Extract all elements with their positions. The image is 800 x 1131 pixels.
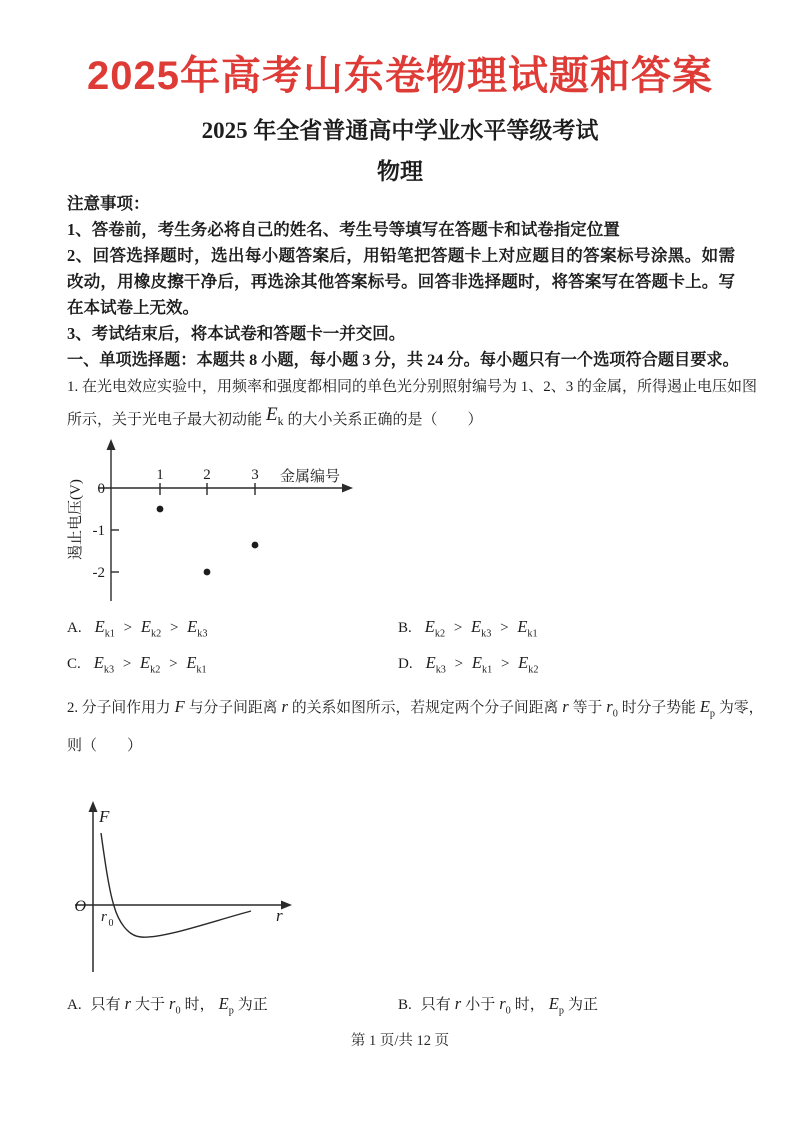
math-term: $E_{k1}$ [517, 617, 538, 640]
math-term: $E_{k1}$ [94, 617, 115, 640]
q2-text-seg: 的关系如图所示，若规定两个分子间距离 [291, 700, 559, 716]
data-point-metal-1 [157, 506, 164, 513]
greater-than: > [165, 656, 182, 672]
distance-symbol: r [454, 994, 462, 1013]
x-axis-arrow [342, 484, 353, 493]
q1-figure-stop-voltage-chart [58, 438, 358, 606]
q2-figure-force-distance-curve [55, 800, 315, 980]
ep-symbol: $E_p$ [548, 994, 564, 1017]
x-axis-arrow [281, 901, 292, 910]
math-term: $E_{k2}$ [140, 617, 162, 640]
option-text: 小于 [465, 997, 496, 1013]
option-text: 为正 [567, 997, 598, 1013]
option-text: 大于 [135, 997, 166, 1013]
section-1-heading: 一、单项选择题：本题共 8 小题，每小题 3 分，共 24 分。每小题只有一个选项符合题目要求。 [67, 351, 739, 369]
greater-than: > [119, 620, 136, 636]
ep-symbol: $E_p$ [699, 697, 716, 720]
option-label: C. [67, 656, 81, 672]
distance-symbol: r [562, 697, 569, 716]
y-axis-label: F [99, 807, 110, 826]
r0-marker-sub: 0 [108, 918, 114, 929]
y-axis-arrow [89, 801, 98, 812]
q2-text-seg: 时分子势能 [621, 700, 696, 716]
option-label: B. [398, 620, 412, 636]
q1-line2-post: 的大小关系正确的是（ ） [287, 412, 483, 428]
math-term: $E_{k2}$ [140, 653, 161, 676]
origin-label: O [74, 898, 86, 915]
x-tick-label-2: 2 [203, 467, 211, 483]
option-label: B. [398, 997, 412, 1013]
page-title: 2025年高考山东卷物理试题和答案 [87, 54, 713, 98]
math-term: $E_{k2}$ [424, 617, 446, 640]
notice-section [67, 191, 735, 347]
x-tick-label-3: 3 [251, 467, 259, 483]
math-term: $E_{k1}$ [186, 653, 207, 676]
data-point-metal-2 [204, 569, 211, 576]
option-text: 时， [514, 997, 545, 1013]
math-term: $E_{k2}$ [518, 653, 539, 676]
greater-than: > [450, 620, 467, 636]
y-tick-label-0: 0 [97, 481, 105, 497]
data-point-metal-3 [252, 542, 259, 549]
q1-option-c [67, 653, 211, 676]
math-term: $E_{k3}$ [471, 617, 492, 640]
q2-option-a [67, 993, 268, 1017]
q2-option-b [398, 993, 598, 1017]
option-text: 只有 [90, 997, 121, 1013]
greater-than: > [119, 656, 136, 672]
q1-option-a [67, 617, 211, 640]
ep-symbol: $E_p$ [218, 994, 234, 1017]
q1-option-d [398, 653, 542, 676]
force-symbol: F [174, 697, 185, 716]
option-text: 时， [184, 997, 215, 1013]
exam-subtitle: 2025 年全省普通高中学业水平等级考试 [201, 118, 599, 143]
math-term: $E_{k1}$ [471, 653, 493, 676]
q2-text-seg: 2. 分子间作用力 [67, 700, 171, 716]
r0-symbol: $r_0$ [169, 994, 181, 1017]
q2-text-seg: 等于 [572, 700, 603, 716]
q2-text-line1 [67, 697, 763, 718]
r0-marker-base: r [101, 909, 107, 925]
greater-than: > [497, 656, 514, 672]
option-label: A. [67, 620, 82, 636]
q2-text-seg: 为零， [719, 700, 764, 716]
q1-text-line1: 1. 在光电效应实验中，用频率和强度都相同的单色光分别照射编号为 1、2、3 的金属，所得遏止电压如图 [67, 379, 758, 395]
option-text: 为正 [237, 997, 268, 1013]
x-tick-label-1: 1 [156, 467, 164, 483]
ek-symbol: $E_k$ [266, 404, 284, 428]
x-axis-label: 金属编号 [280, 469, 341, 485]
notice-item-1: 1、答卷前，考生务必将自己的姓名、考生号等填写在答题卡和试卷指定位置 [67, 220, 620, 239]
math-term: $E_{k3}$ [93, 653, 115, 676]
math-term: $E_{k3}$ [425, 653, 446, 676]
option-label: D. [398, 656, 413, 672]
option-text: 只有 [420, 997, 451, 1013]
y-axis-label: 遏止电压(V) [68, 479, 84, 560]
y-tick-label-minus1: -1 [92, 523, 105, 539]
subject-heading: 物理 [377, 159, 423, 184]
r0-symbol: $r_0$ [499, 994, 511, 1017]
distance-symbol: r [124, 994, 132, 1013]
notice-item-2: 2、回答选择题时，选出每小题答案后，用铅笔把答题卡上对应题目的答案标号涂黑。如需改动，用橡皮擦干净后，再选涂其他答案标号。回答非选择题时，将答案写在答题卡上。写在本试卷上无效。 [67, 246, 735, 317]
force-curve [101, 833, 251, 937]
greater-than: > [166, 620, 183, 636]
math-term: $E_{k3}$ [187, 617, 208, 640]
q1-option-b [398, 617, 542, 640]
greater-than: > [450, 656, 467, 672]
option-label: A. [67, 997, 82, 1013]
r0-symbol: $r_0$ [606, 697, 618, 720]
page-number: 第 1 页/共 12 页 [350, 1033, 450, 1049]
y-tick-label-minus2: -2 [92, 565, 105, 581]
distance-symbol: r [281, 697, 288, 716]
q1-text-line2 [67, 404, 483, 430]
notice-item-3: 3、考试结束后，将本试卷和答题卡一并交回。 [67, 324, 406, 343]
notice-heading: 注意事项： [67, 194, 150, 213]
q2-text-line2: 则（ ） [67, 738, 143, 754]
y-axis-arrow [107, 439, 116, 450]
q2-text-seg: 与分子间距离 [188, 700, 278, 716]
x-axis-label: r [276, 906, 283, 925]
greater-than: > [496, 620, 513, 636]
q1-line2-pre: 所示，关于光电子最大初动能 [67, 412, 263, 428]
